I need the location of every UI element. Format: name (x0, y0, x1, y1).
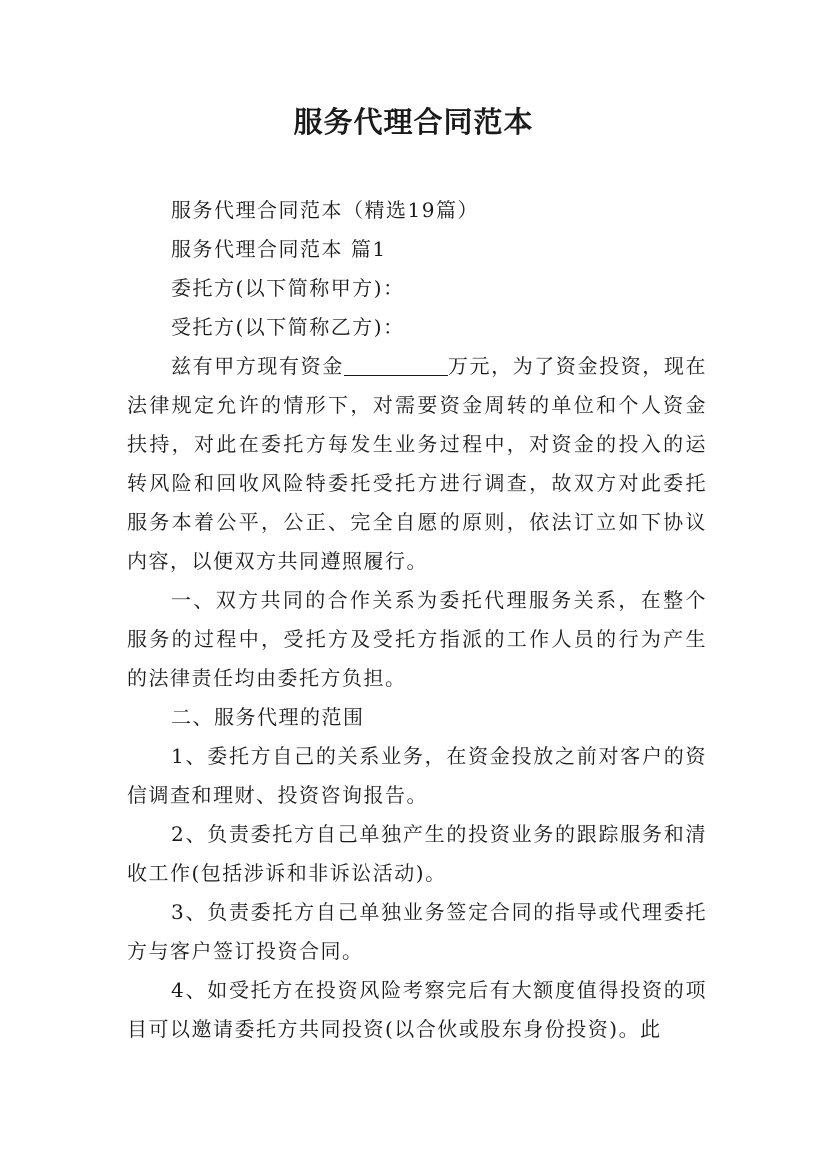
preamble-text-before-blank: 兹有甲方现有资金 (171, 354, 344, 378)
paragraph-scope-item-3: 3、负责委托方自己单独业务签定合同的指导或代理委托方与客户签订投资合同。 (127, 900, 707, 963)
paragraph-scope-item-4: 4、如受托方在投资风险考察完后有大额度值得投资的项目可以邀请委托方共同投资(以合伙或股东身份投资)。此 (127, 978, 707, 1041)
paragraph-scope-item-2: 2、负责委托方自己单独产生的投资业务的跟踪服务和清收工作(包括涉诉和非诉讼活动)。 (127, 822, 707, 885)
paragraph-clause-1: 一、双方共同的合作关系为委托代理服务关系，在整个服务的过程中，受托方及受托方指派的工作人员的行为产生的法律责任均由委托方负担。 (127, 588, 707, 690)
paragraph-clause-2-heading: 二、服务代理的范围 (171, 705, 365, 729)
paragraph-subtitle: 服务代理合同范本（精选19篇） (171, 198, 479, 222)
amount-blank-line (344, 353, 448, 376)
preamble-text-after-blank: 万元，为了资金投资，现在法律规定允许的情形下，对需要资金周转的单位和个人资金扶持，对此在委托方每发生业务过程中，对资金的投入的运转风险和回收风险特委托受托方进行调查，故双方对此委托服务本着公平，公正、完全自愿的原则，依法订立如下协议内容，以便双方共同遵照履行。 (127, 354, 708, 573)
paragraph-scope-item-1: 1、委托方自己的关系业务，在资金投放之前对客户的资信调查和理财、投资咨询报告。 (127, 744, 707, 807)
document-title: 服务代理合同范本 (293, 105, 534, 139)
paragraph-preamble (127, 347, 707, 581)
paragraph-party-a: 委托方(以下简称甲方)： (171, 276, 405, 300)
paragraph-section-heading: 服务代理合同范本 篇1 (171, 237, 387, 261)
document-body (127, 191, 707, 1049)
paragraph-party-b: 受托方(以下简称乙方)： (171, 315, 405, 339)
